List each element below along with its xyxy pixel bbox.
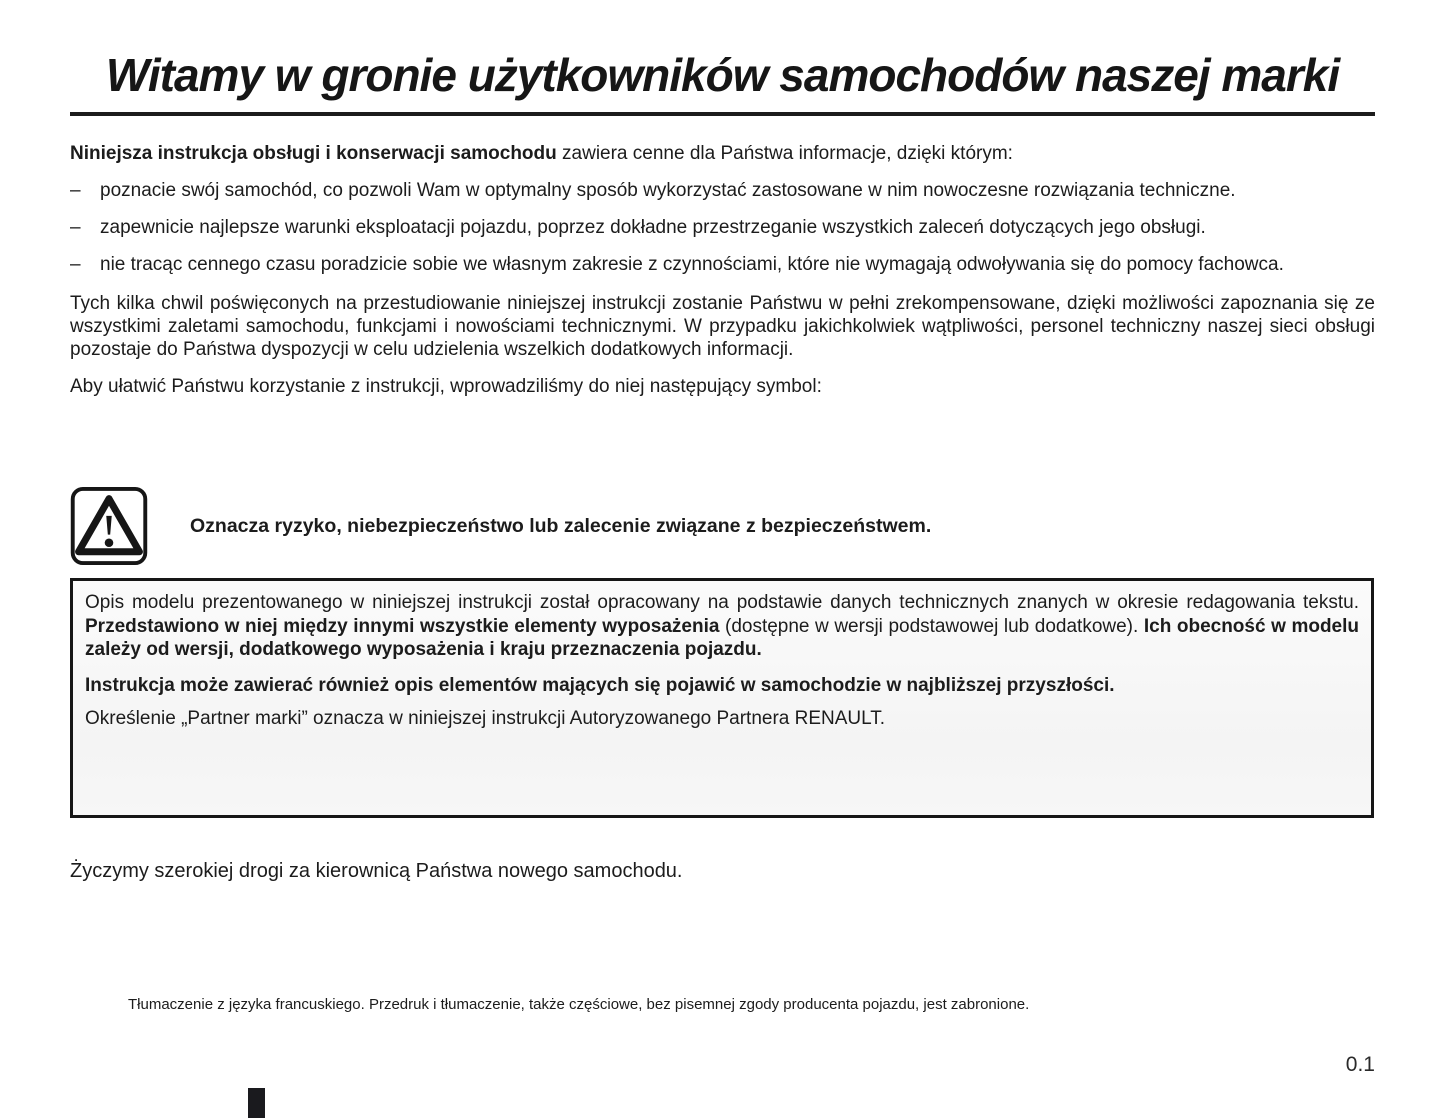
dash-bullet: – xyxy=(70,254,81,275)
notice-p1-seg4: Ich obecność w modelu zależy od wersji, dodatkowego wyposażenia i kraju przeznaczenia pojazdu. xyxy=(85,615,1359,660)
warning-triangle-icon xyxy=(70,486,148,566)
notice-paragraph-1 xyxy=(85,591,1359,662)
warning-legend xyxy=(70,486,1375,566)
list-item-text: nie tracąc cennego czasu poradzicie sobie we własnym zakresie z czynnościami, które nie wymagają odwoływania się do pomocy fachowca. xyxy=(100,254,1284,275)
list-item xyxy=(70,179,1375,202)
dash-bullet: – xyxy=(70,217,81,238)
notice-p1-seg1: Opis modelu prezentowanego w niniejszej instrukcji został opracowany na podstawie danych technicznych znanych w okresie redagowania tekstu. xyxy=(85,592,1359,613)
translation-copyright-note: Tłumaczenie z języka francuskiego. Przedruk i tłumaczenie, także częściowe, bez pisemnej zgody producenta pojazdu, jest zabronione. xyxy=(128,996,1030,1013)
binding-mark xyxy=(248,1088,265,1118)
intro-lead-bold: Niniejsza instrukcja obsługi i konserwacji samochodu xyxy=(70,143,557,164)
notice-p1-seg3: (dostępne w wersji podstawowej lub dodatkowe). xyxy=(719,615,1144,637)
model-notice-box xyxy=(70,578,1374,818)
list-item-text: poznacie swój samochód, co pozwoli Wam w optymalny sposób wykorzystać zastosowane w nim nowoczesne rozwiązania techniczne. xyxy=(100,180,1236,201)
intro-paragraph xyxy=(70,142,1375,165)
title-rule xyxy=(70,112,1375,116)
list-item-text: zapewnicie najlepsze warunki eksploatacji pojazdu, poprzez dokładne przestrzeganie wszystkich zaleceń dotyczących jego obsługi. xyxy=(100,217,1206,238)
benefit-paragraph: Tych kilka chwil poświęconych na przestudiowanie niniejszej instrukcji zostanie Państwu w pełni zrekompensowane, dzięki możliwości zapoznania się ze wszystkimi zaletami samochodu, funkcjami i nowościami technicznymi. W przypadku jakichkolwiek wątpliwości, personel techniczny naszej sieci obsługi pozostaje do Państwa dyspozycji w celu udzielenia wszelkich dodatkowych informacji. xyxy=(70,293,1375,360)
list-item xyxy=(70,253,1375,276)
page-title: Witamy w gronie użytkowników samochodów naszej marki xyxy=(105,49,1340,101)
page-number: 0.1 xyxy=(1345,1053,1375,1076)
list-item xyxy=(70,216,1375,239)
symbol-intro-paragraph: Aby ułatwić Państwu korzystanie z instrukcji, wprowadziliśmy do niej następujący symbol: xyxy=(70,376,822,397)
dash-bullet: – xyxy=(70,180,81,201)
notice-paragraph-2: Instrukcja może zawierać również opis elementów mających się pojawić w samochodzie w najbliższej przyszłości. xyxy=(85,674,1115,696)
manual-page xyxy=(0,48,1445,1118)
intro-lead-rest: zawiera cenne dla Państwa informacje, dzięki którym: xyxy=(556,143,1013,164)
closing-wish: Życzymy szerokiej drogi za kierownicą Państwa nowego samochodu. xyxy=(70,860,683,882)
notice-p1-seg2: Przedstawiono w niej między innymi wszystkie elementy wyposażenia xyxy=(85,615,720,637)
warning-legend-text: Oznacza ryzyko, niebezpieczeństwo lub zalecenie związane z bezpieczeństwem. xyxy=(190,514,932,537)
benefits-list xyxy=(70,179,1375,276)
notice-paragraph-3: Określenie „Partner marki” oznacza w niniejszej instrukcji Autoryzowanego Partnera RENAULT. xyxy=(85,708,886,729)
